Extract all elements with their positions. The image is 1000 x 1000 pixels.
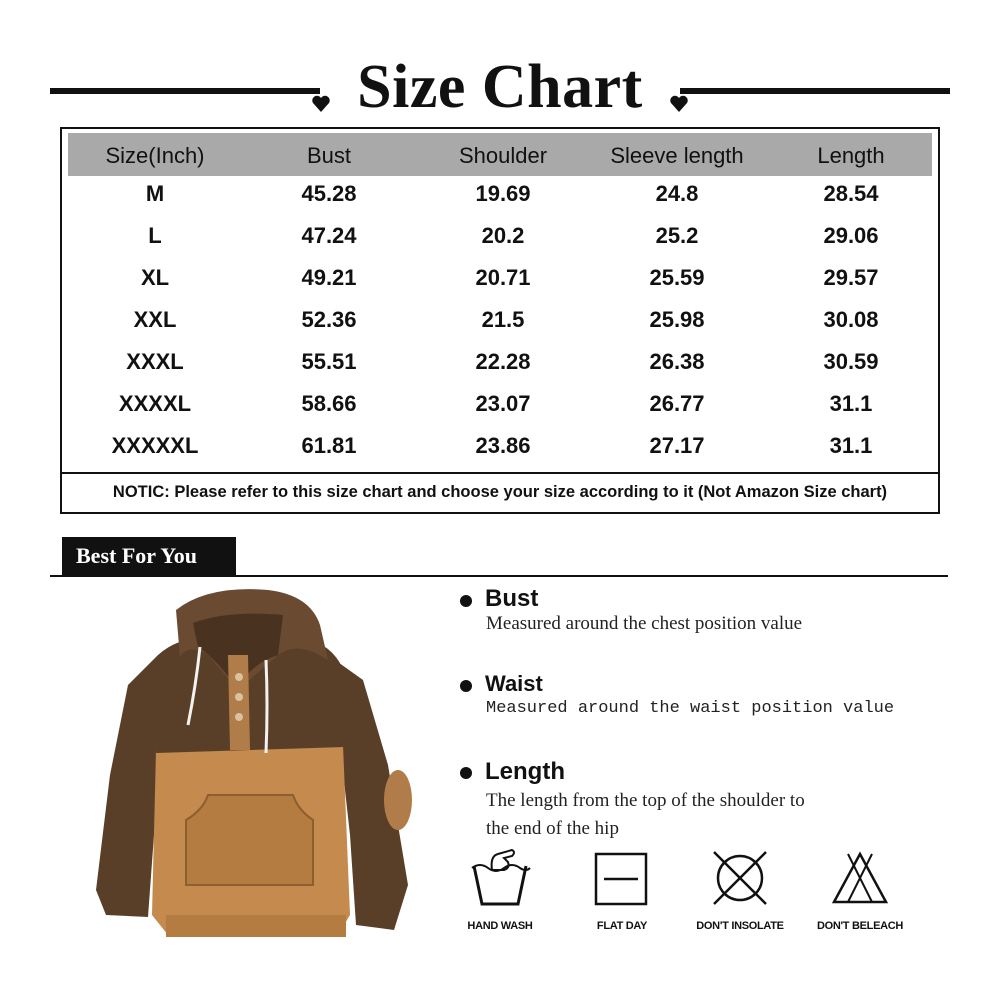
bust-cell: 45.28 bbox=[301, 181, 357, 206]
title-divider-left bbox=[50, 88, 320, 94]
hand-wash-icon bbox=[468, 848, 532, 908]
table-row bbox=[68, 265, 932, 307]
sleeve-cell: 25.98 bbox=[649, 307, 705, 332]
size-cell: XL bbox=[140, 265, 170, 290]
shoulder-cell: 23.07 bbox=[475, 391, 531, 416]
table-row bbox=[68, 349, 932, 391]
bust-cell: 52.36 bbox=[301, 307, 357, 332]
length-cell: 31.1 bbox=[829, 433, 873, 458]
shoulder-cell: 20.2 bbox=[481, 223, 525, 248]
shoulder-cell: 19.69 bbox=[475, 181, 531, 206]
size-notice: NOTIC: Please refer to this size chart and choose your size according to it (Not Amazon Size chart) bbox=[112, 483, 888, 501]
length-cell: 30.59 bbox=[823, 349, 879, 374]
table-row bbox=[68, 223, 932, 265]
care-label: DON'T INSOLATE bbox=[696, 920, 784, 932]
heart-icon bbox=[669, 94, 689, 114]
sleeve-cell: 25.59 bbox=[649, 265, 705, 290]
size-cell: XXXL bbox=[126, 349, 184, 374]
sleeve-cell: 27.17 bbox=[649, 433, 705, 458]
header-shoulder: Shoulder bbox=[458, 143, 548, 168]
do-not-tumble-dry-icon bbox=[708, 848, 772, 908]
header-size: Size(Inch) bbox=[105, 143, 205, 168]
section-title: Best For You bbox=[62, 537, 236, 576]
flat-dry-icon bbox=[590, 848, 654, 908]
table-row bbox=[68, 391, 932, 433]
shoulder-cell: 20.71 bbox=[475, 265, 531, 290]
size-cell: XXL bbox=[133, 307, 177, 332]
shoulder-cell: 21.5 bbox=[481, 307, 525, 332]
length-cell: 29.57 bbox=[823, 265, 879, 290]
measure-description: The length from the top of the shoulder to bbox=[486, 790, 805, 811]
bust-cell: 47.24 bbox=[301, 223, 357, 248]
measure-title: Bust bbox=[485, 585, 539, 612]
title-divider-right bbox=[680, 88, 950, 94]
table-row bbox=[68, 181, 932, 223]
sleeve-cell: 25.2 bbox=[655, 223, 699, 248]
size-cell: XXXXL bbox=[118, 391, 192, 416]
shoulder-cell: 22.28 bbox=[475, 349, 531, 374]
notice-divider bbox=[62, 472, 938, 474]
care-hand-wash bbox=[440, 848, 560, 938]
care-label: DON'T BELEACH bbox=[816, 920, 904, 932]
length-cell: 31.1 bbox=[829, 391, 873, 416]
bullet-icon bbox=[460, 680, 472, 692]
sleeve-cell: 26.77 bbox=[649, 391, 705, 416]
measure-title: Waist bbox=[485, 671, 543, 696]
care-label: HAND WASH bbox=[467, 920, 533, 932]
header-length: Length bbox=[817, 143, 885, 168]
bullet-icon bbox=[460, 595, 472, 607]
length-cell: 28.54 bbox=[823, 181, 879, 206]
size-cell: XXXXXL bbox=[111, 433, 199, 458]
hoodie-image bbox=[88, 585, 428, 945]
care-flat-dry bbox=[562, 848, 682, 938]
measure-title: Length bbox=[485, 758, 565, 785]
size-cell: M bbox=[145, 181, 165, 206]
measure-description: Measured around the chest position value bbox=[486, 613, 803, 634]
table-row bbox=[68, 307, 932, 349]
table-row bbox=[68, 433, 932, 475]
page-title: Size Chart bbox=[357, 53, 643, 121]
size-table bbox=[60, 127, 940, 514]
sleeve-cell: 24.8 bbox=[655, 181, 699, 206]
care-label: FLAT DAY bbox=[596, 920, 648, 932]
shoulder-cell: 23.86 bbox=[475, 433, 531, 458]
sleeve-cell: 26.38 bbox=[649, 349, 705, 374]
measure-description: the end of the hip bbox=[486, 818, 619, 839]
care-dont-insolate bbox=[680, 848, 800, 938]
do-not-bleach-icon bbox=[828, 848, 892, 908]
header-bust: Bust bbox=[306, 143, 352, 168]
care-dont-bleach bbox=[800, 848, 920, 938]
length-cell: 29.06 bbox=[823, 223, 879, 248]
table-header bbox=[68, 133, 932, 176]
size-cell: L bbox=[148, 223, 162, 248]
section-divider bbox=[50, 575, 948, 577]
bust-cell: 58.66 bbox=[301, 391, 357, 416]
length-cell: 30.08 bbox=[823, 307, 879, 332]
bust-cell: 55.51 bbox=[301, 349, 357, 374]
bust-cell: 61.81 bbox=[301, 433, 357, 458]
measure-description: Measured around the waist position value bbox=[486, 699, 895, 718]
bullet-icon bbox=[460, 767, 472, 779]
header-sleeve-length: Sleeve length bbox=[610, 143, 744, 168]
bust-cell: 49.21 bbox=[301, 265, 357, 290]
